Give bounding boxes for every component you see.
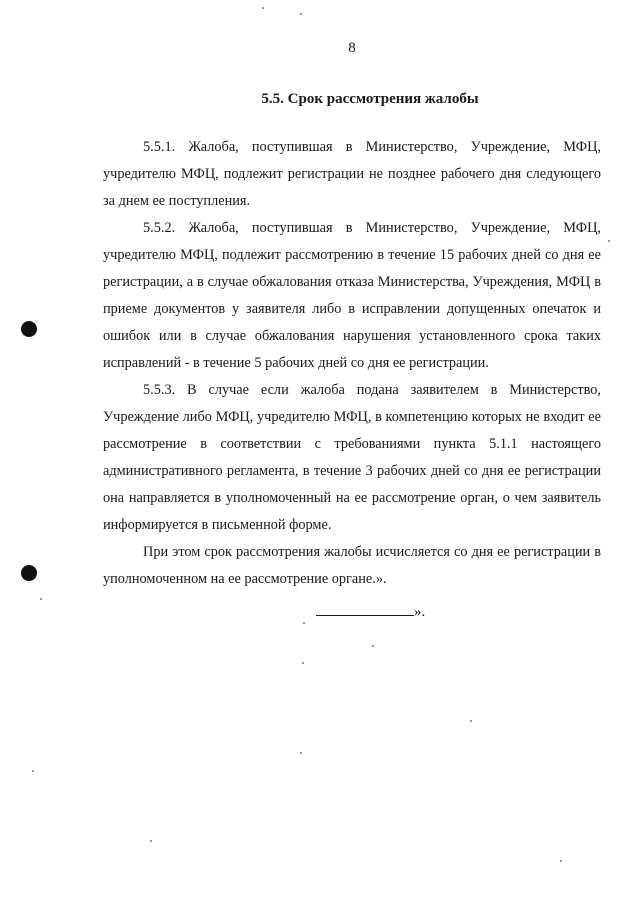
punch-hole-top [21,321,37,337]
scan-speck [560,860,562,862]
scan-speck [300,13,302,15]
scan-speck [608,240,610,242]
paragraph-5-5-2: 5.5.2. Жалоба, поступившая в Министерство, Учреждение, МФЦ, учредителю МФЦ, подлежит рассмотрению в течение 15 рабочих дней со дня ее регистрации, а в случае обжалования отказа Министерства, Учреждения, МФЦ в приеме документов у заявителя либо в исправлении допущенных опечаток и ошибок или в случае обжалования нарушения установленного срока таких исправлений - в течение 5 рабочих дней со дня ее регистрации. [103,220,601,371]
paragraph-review-term: При этом срок рассмотрения жалобы исчисляется со дня ее регистрации в уполномоченном на ее рассмотрение органе.». [103,544,601,587]
scan-speck [372,645,374,647]
blank-underline [316,602,414,616]
document-body [103,134,601,593]
scan-speck [303,622,305,624]
closing-line [316,602,425,621]
scan-speck [302,662,304,664]
scan-speck [262,7,264,9]
scan-speck [32,770,34,772]
scan-speck [40,598,42,600]
scan-speck [150,840,152,842]
scan-speck [300,752,302,754]
closing-quote: ». [414,604,426,620]
section-heading: 5.5. Срок рассмотрения жалобы [261,91,479,107]
scan-speck [470,720,472,722]
page-number: 8 [348,40,356,56]
punch-hole-bottom [21,565,37,581]
paragraph-5-5-1: 5.5.1. Жалоба, поступившая в Министерство, Учреждение, МФЦ, учредителю МФЦ, подлежит регистрации не позднее рабочего дня следующего за днем ее поступления. [103,139,601,209]
paragraph-5-5-3: 5.5.3. В случае если жалоба подана заявителем в Министерство, Учреждение либо МФЦ, учредителю МФЦ, в компетенцию которых не входит ее рассмотрение в соответствии с требованиями пункта 5.1.1 настоящего административного регламента, в течение 3 рабочих дней со дня ее регистрации она направляется в уполномоченный на ее рассмотрение орган, о чем заявитель информируется в письменной форме. [103,382,601,533]
